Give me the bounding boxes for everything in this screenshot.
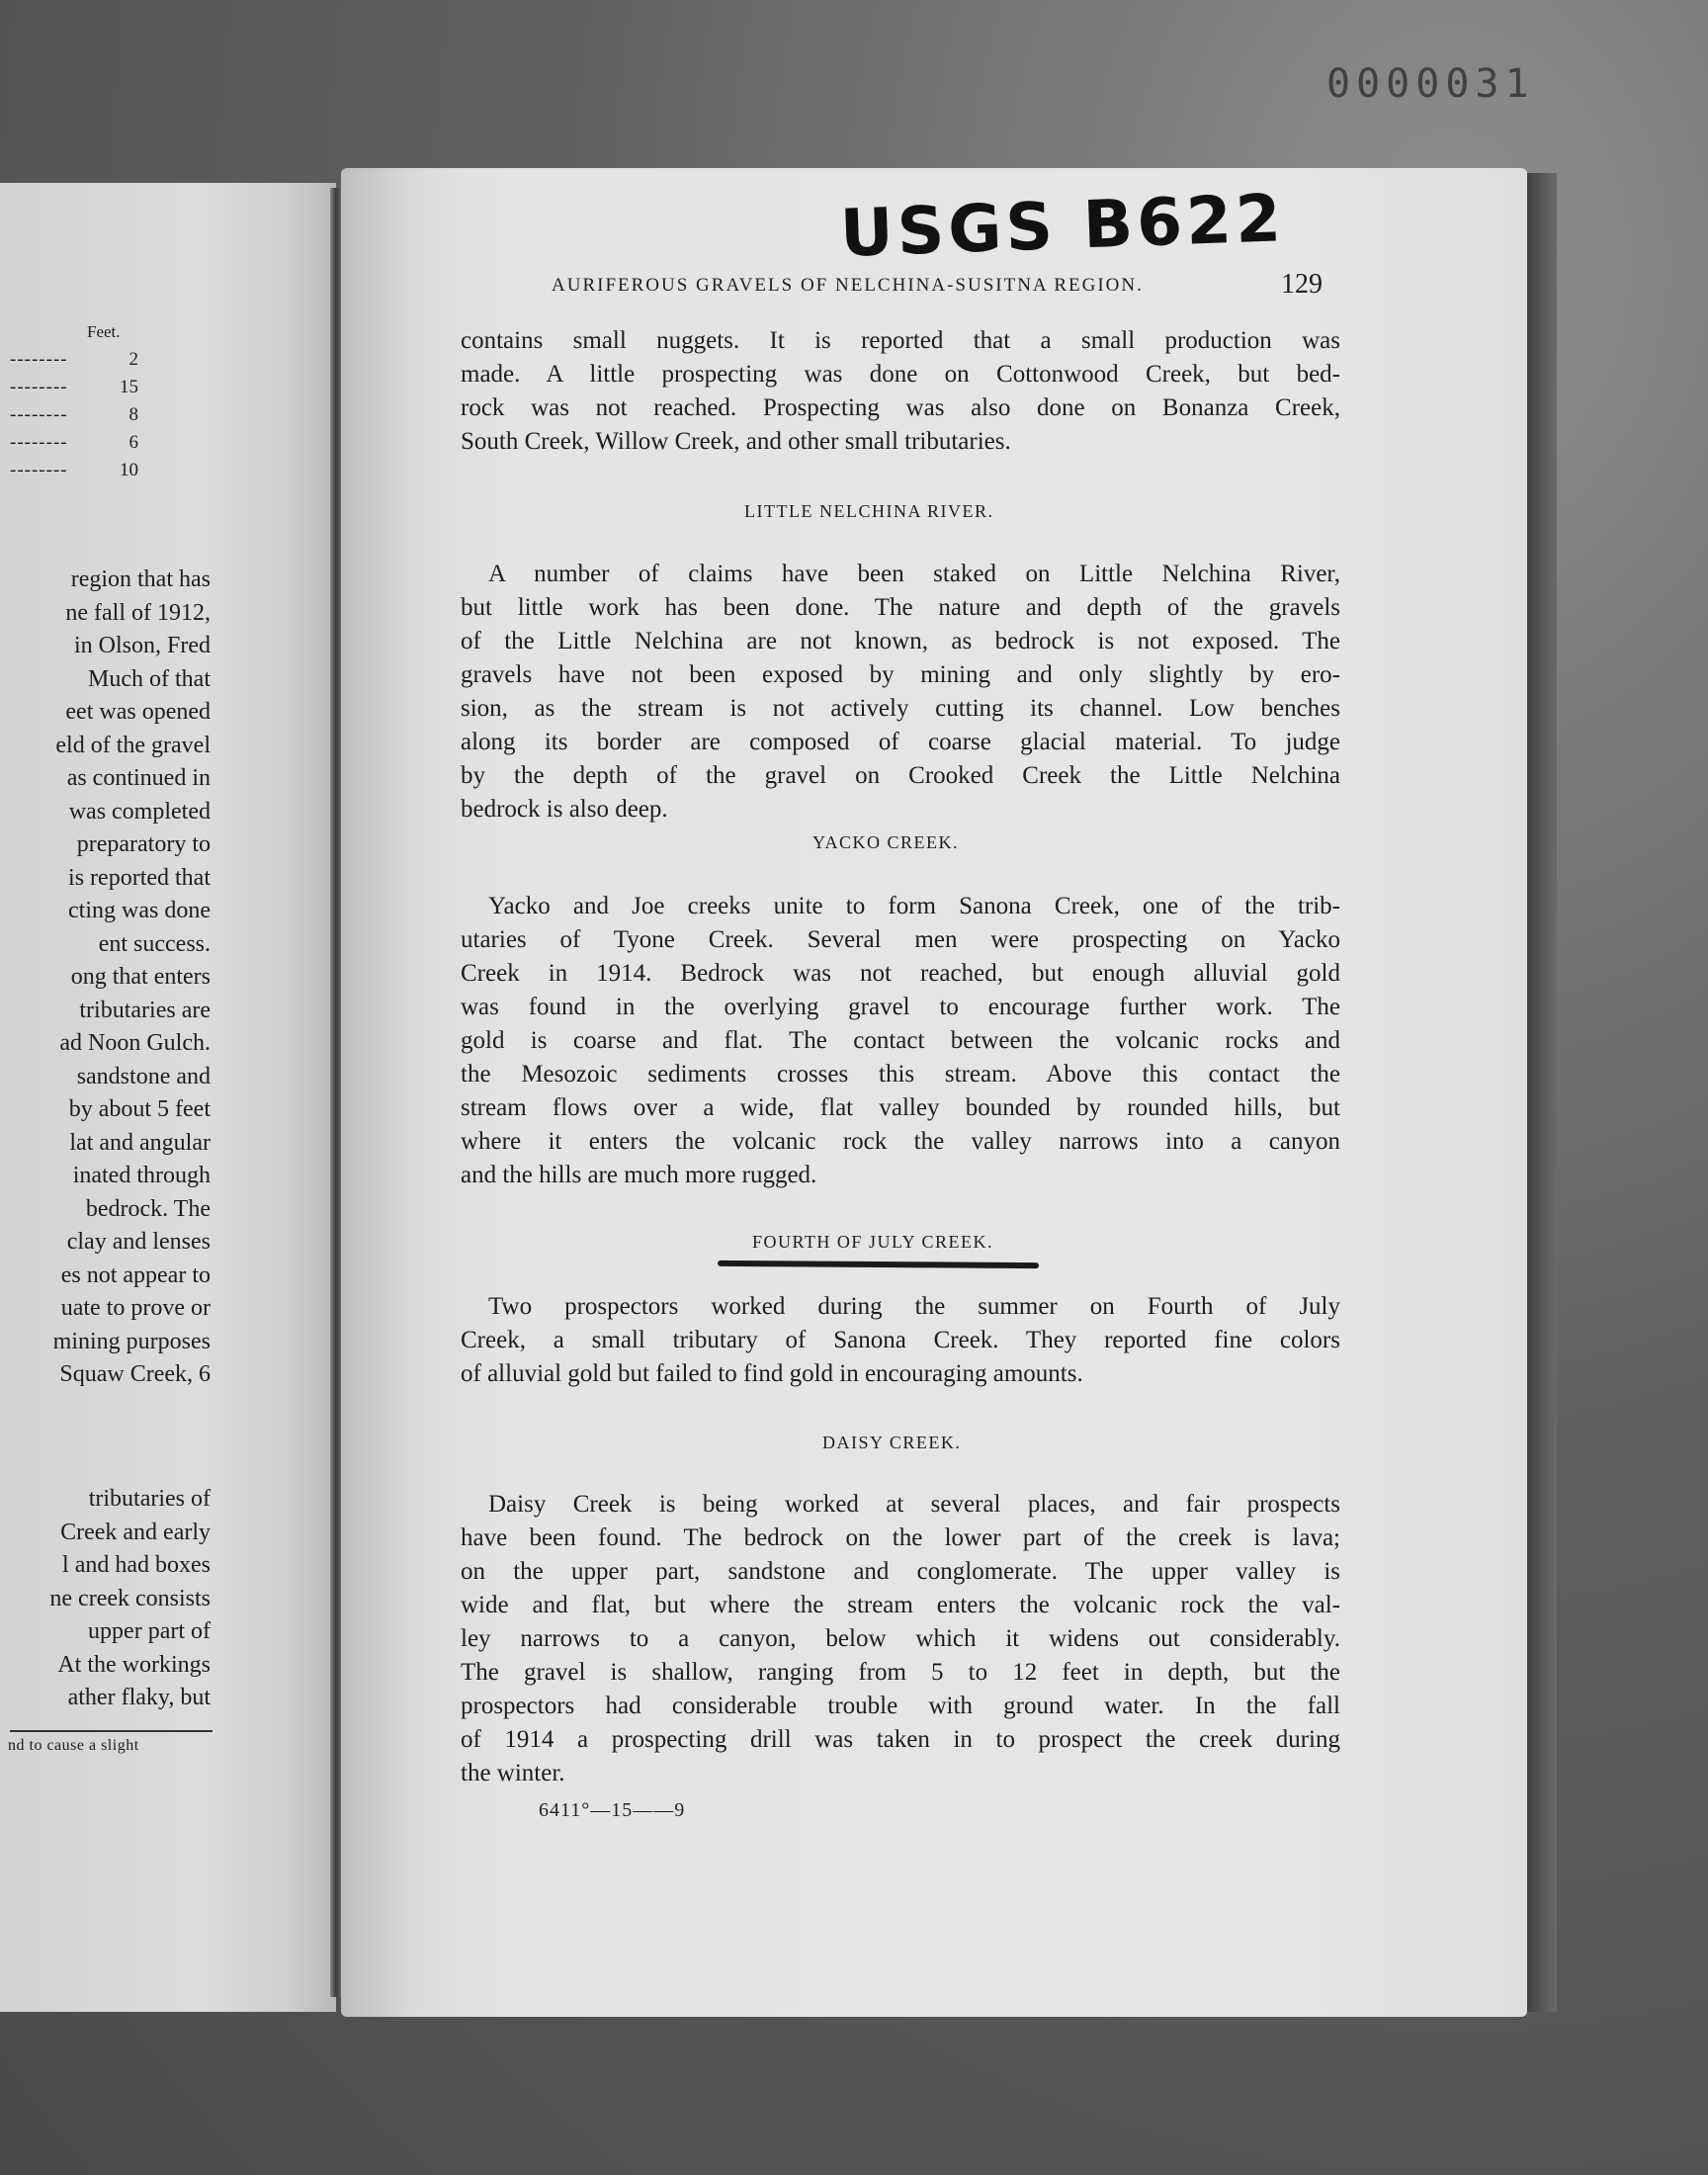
text-line: of the Little Nelchina are not known, as bedrock is not exposed. The bbox=[461, 628, 1340, 654]
text-line: ne creek consists bbox=[49, 1585, 211, 1611]
text-line: At the workings bbox=[57, 1651, 211, 1678]
text-line: inated through bbox=[72, 1163, 211, 1188]
page-number: 129 bbox=[1281, 269, 1323, 300]
table-header-feet: Feet. bbox=[87, 322, 121, 341]
text-line: ne fall of 1912, bbox=[65, 599, 211, 626]
footnote-rule bbox=[10, 1730, 213, 1732]
paragraph-daisy-creek bbox=[461, 1488, 1340, 1790]
heading-fourth-of-july-creek: FOURTH OF JULY CREEK. bbox=[752, 1232, 993, 1252]
text-line: was found in the overlying gravel to encourage further work. The bbox=[461, 994, 1340, 1020]
text-line: as continued in bbox=[66, 765, 211, 791]
text-line: Creek, a small tributary of Sanona Creek. They reported fine colors bbox=[461, 1327, 1340, 1353]
left-facing-page bbox=[0, 183, 336, 2012]
text-line: Yacko and Joe creeks unite to form Sanona Creek, one of the trib- bbox=[488, 893, 1340, 919]
signature-mark: 6411°—15——9 bbox=[539, 1799, 686, 1821]
text-line: the winter. bbox=[461, 1760, 565, 1786]
text-line: Daisy Creek is being worked at several places, and fair prospects bbox=[488, 1491, 1340, 1518]
table-row: -------- 8 bbox=[10, 404, 138, 425]
heading-yacko-creek: YACKO CREEK. bbox=[812, 832, 960, 852]
text-line: The gravel is shallow, ranging from 5 to 12 feet in depth, but the bbox=[461, 1659, 1340, 1686]
table-row: -------- 6 bbox=[10, 432, 138, 453]
text-line: ley narrows to a canyon, below which it widens out considerably. bbox=[461, 1625, 1340, 1652]
text-line: utaries of Tyone Creek. Several men were prospecting on Yacko bbox=[461, 926, 1340, 953]
text-line: of alluvial gold but failed to find gold in encouraging amounts. bbox=[461, 1360, 1083, 1387]
intro-paragraph bbox=[461, 324, 1340, 459]
text-line: tributaries are bbox=[79, 997, 211, 1023]
paragraph-fourth-of-july-creek bbox=[461, 1290, 1340, 1391]
text-line: Creek in 1914. Bedrock was not reached, but enough alluvial gold bbox=[461, 960, 1340, 987]
text-line: but little work has been done. The nature and depth of the gravels bbox=[461, 594, 1340, 621]
text-line: A number of claims have been staked on Little Nelchina River, bbox=[488, 561, 1340, 587]
paragraph-little-nelchina-river bbox=[461, 558, 1340, 826]
text-line: where it enters the volcanic rock the valley narrows into a canyon bbox=[461, 1128, 1340, 1155]
text-line: stream flows over a wide, flat valley bounded by rounded hills, but bbox=[461, 1094, 1340, 1121]
text-line: along its border are composed of coarse glacial material. To judge bbox=[461, 729, 1340, 755]
text-line: uate to prove or bbox=[60, 1295, 211, 1321]
text-line: clay and lenses bbox=[66, 1229, 211, 1255]
text-line: was completed bbox=[68, 798, 211, 825]
text-line: of 1914 a prospecting drill was taken in to prospect the creek during bbox=[461, 1726, 1340, 1753]
text-line: gravels have not been exposed by mining and only slightly by ero- bbox=[461, 661, 1340, 688]
text-line: on the upper part, sandstone and conglomerate. The upper valley is bbox=[461, 1558, 1340, 1585]
text-line: eet was opened bbox=[65, 699, 211, 725]
paragraph-yacko-creek bbox=[461, 890, 1340, 1192]
left-text-block-1 bbox=[8, 564, 211, 1392]
text-line: l and had boxes bbox=[62, 1552, 211, 1578]
page-edge-shadow bbox=[1525, 173, 1557, 2012]
text-line: ad Noon Gulch. bbox=[59, 1030, 211, 1056]
text-line: mining purposes bbox=[52, 1328, 211, 1354]
running-head: AURIFEROUS GRAVELS OF NELCHINA-SUSITNA REGION. bbox=[552, 275, 1144, 296]
left-text-block-2 bbox=[8, 1483, 211, 1715]
archive-stamp-number: 0000031 bbox=[1326, 61, 1535, 107]
text-line: upper part of bbox=[88, 1618, 211, 1644]
table-row: -------- 15 bbox=[10, 377, 138, 397]
text-line: is reported that bbox=[68, 864, 211, 891]
text-line: es not appear to bbox=[60, 1262, 211, 1288]
text-line: Two prospectors worked during the summer on Fourth of July bbox=[488, 1293, 1340, 1320]
text-line: the Mesozoic sediments crosses this stream. Above this contact the bbox=[461, 1061, 1340, 1088]
text-line: preparatory to bbox=[76, 831, 211, 857]
heading-daisy-creek: DAISY CREEK. bbox=[822, 1433, 962, 1452]
text-line: eld of the gravel bbox=[55, 732, 211, 758]
text-line: tributaries of bbox=[88, 1486, 211, 1512]
text-line: by the depth of the gravel on Crooked Creek the Little Nelchina bbox=[461, 762, 1340, 789]
heading-little-nelchina-river: LITTLE NELCHINA RIVER. bbox=[744, 501, 994, 521]
table-row: -------- 2 bbox=[10, 349, 138, 370]
text-line: ather flaky, but bbox=[67, 1685, 211, 1710]
text-line: gold is coarse and flat. The contact between the volcanic rocks and bbox=[461, 1027, 1340, 1054]
left-footnote: nd to cause a slight bbox=[8, 1737, 139, 1754]
text-line: region that has bbox=[70, 566, 211, 592]
text-line: bedrock is also deep. bbox=[461, 796, 668, 823]
text-line: Creek and early bbox=[60, 1519, 211, 1545]
text-line: Much of that bbox=[88, 665, 211, 692]
text-line: ong that enters bbox=[70, 964, 211, 990]
text-line: contains small nuggets. It is reported that a small production was bbox=[461, 327, 1340, 354]
text-line: South Creek, Willow Creek, and other small tributaries. bbox=[461, 428, 1011, 455]
text-line: bedrock. The bbox=[85, 1195, 211, 1222]
text-line: Squaw Creek, 6 bbox=[59, 1361, 211, 1387]
text-line: wide and flat, but where the stream enters the volcanic rock the val- bbox=[461, 1592, 1340, 1618]
text-line: and the hills are much more rugged. bbox=[461, 1162, 817, 1188]
text-line: rock was not reached. Prospecting was also done on Bonanza Creek, bbox=[461, 394, 1340, 421]
handwritten-note: USGS B622 bbox=[838, 180, 1287, 272]
text-line: sandstone and bbox=[76, 1063, 211, 1089]
text-line: made. A little prospecting was done on Cottonwood Creek, but bed- bbox=[461, 361, 1340, 388]
text-line: by about 5 feet bbox=[68, 1096, 211, 1122]
feet-table bbox=[10, 346, 138, 484]
text-line: sion, as the stream is not actively cutting its channel. Low benches bbox=[461, 695, 1340, 722]
text-line: lat and angular bbox=[69, 1129, 211, 1156]
table-row: -------- 10 bbox=[10, 460, 138, 480]
text-line: ent success. bbox=[98, 930, 211, 957]
text-line: in Olson, Fred bbox=[74, 633, 211, 658]
text-line: have been found. The bedrock on the lower part of the creek is lava; bbox=[461, 1524, 1340, 1551]
text-line: cting was done bbox=[68, 898, 211, 923]
text-line: prospectors had considerable trouble with ground water. In the fall bbox=[461, 1693, 1340, 1719]
